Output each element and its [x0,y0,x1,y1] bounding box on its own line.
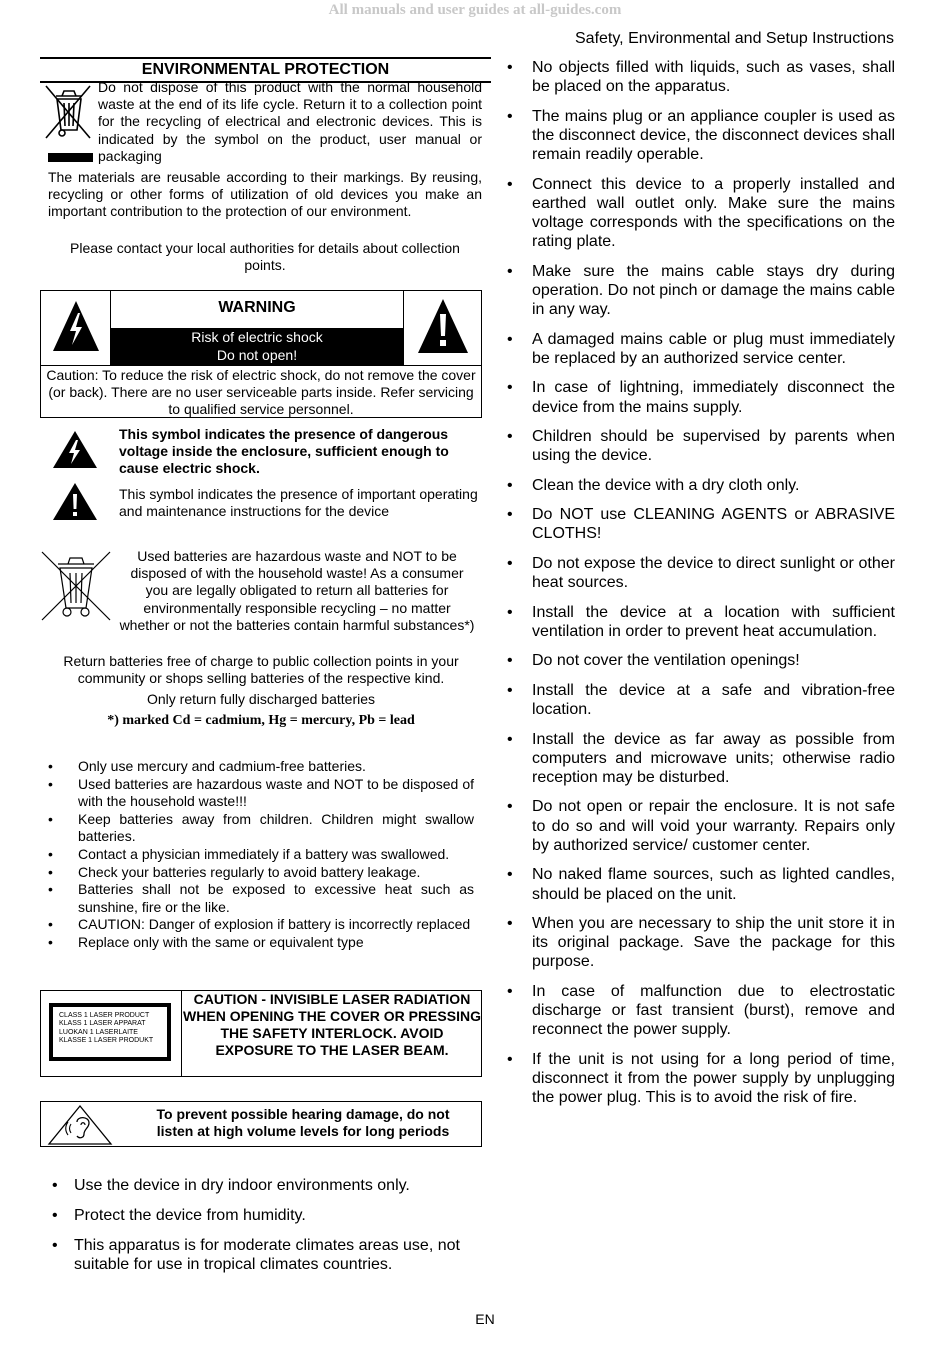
list-item: • Do not expose the device to direct sunlight or other heat sources. [507,554,895,592]
lightning-triangle-icon [52,430,98,470]
laser-caution-text: CAUTION - INVISIBLE LASER RADIATION WHEN OPENING THE COVER OR PRESSING THE SAFETY INTERLOCK. AVOID EXPOSURE TO THE LASER BEAM. [183,991,481,1058]
exclamation-triangle-icon [52,482,98,522]
page-header-title: Safety, Environmental and Setup Instructions [575,30,894,47]
warning-banner [111,328,403,365]
list-item: • Install the device at a location with sufficient ventilation in order to prevent heat accumulation. [507,603,895,641]
list-item: • In case of lightning, immediately disconnect the device from the mains supply. [507,378,895,416]
battery-return-text: Return batteries free of charge to public collection points in your community or shops selling batteries of the respective kind. [63,653,459,687]
list-item: • A damaged mains cable or plug must immediately be replaced by an authorized service center. [507,330,895,368]
list-item: • Replace only with the same or equivalent type [48,934,474,952]
list-item: • In case of malfunction due to electrostatic discharge or fast transient (burst), remove and reconnect the power supply. [507,982,895,1040]
list-item: • Install the device as far away as possible from computers and microwave units; otherwise radio reception may be disturbed. [507,730,895,788]
battery-footnote: *) marked Cd = cadmium, Hg = mercury, Pb = lead [107,713,415,728]
laser-label-line: CLASS 1 LASER PRODUCT [59,1012,150,1019]
battery-discharged-text: Only return fully discharged batteries [147,691,375,707]
list-item: • If the unit is not using for a long period of time, disconnect it from the power supply by unplugging the power plug. This is to avoid the risk of fire. [507,1050,895,1108]
list-item: • No objects filled with liquids, such as vases, shall be placed on the apparatus. [507,58,895,96]
crossed-bin-icon [40,548,112,622]
environment-paragraph-3: Please contact your local authorities for details about collection points. [70,240,460,274]
list-item: • Do not cover the ventilation openings! [507,651,895,670]
list-item: • Keep batteries away from children. Children might swallow batteries. [48,811,474,846]
list-item: • Connect this device to a properly installed and earthed wall outlet only. Make sure the mains voltage corresponds with the specifications on the rating plate. [507,175,895,252]
warning-line-2: Do not open! [216,346,298,363]
environment-paragraph-2: The materials are reusable according to their markings. By reusing, recycling or other forms of utilization of old devices you make an important contribution to the protection of our environment. [48,169,482,220]
list-item: • Only use mercury and cadmium-free batteries. [48,758,474,776]
list-item: • Protect the device from humidity. [48,1206,478,1225]
lightning-triangle-icon [51,299,101,355]
list-item: • Do NOT use CLEANING AGENTS or ABRASIVE CLOTHS! [507,505,895,543]
list-item: • Install the device at a safe and vibration-free location. [507,681,895,719]
list-item: • Batteries shall not be exposed to excessive heat such as sunshine, fire or the like. [48,881,474,916]
list-item: • Use the device in dry indoor environments only. [48,1176,478,1195]
laser-label-line: KLASSE 1 LASER PRODUKT [59,1037,154,1045]
list-item: • Check your batteries regularly to avoid battery leakage. [48,864,474,882]
warning-line-1: Risk of electric shock [191,329,323,345]
warning-caution-text: Caution: To reduce the risk of electric shock, do not remove the cover (or back). There are no user serviceable parts inside. Refer servicing to qualified service personnel. [46,367,476,418]
laser-label-cell [41,991,182,1076]
exclamation-triangle-icon [416,297,470,357]
lightning-symbol-description: This symbol indicates the presence of dangerous voltage inside the enclosure, sufficient enough to cause electric shock. [119,426,449,477]
warning-left-cell [41,291,111,366]
list-item: • Clean the device with a dry cloth only. [507,476,895,495]
watermark: All manuals and user guides at all-guides.com [328,2,622,18]
right-safety-list [507,58,895,1118]
list-item: • Children should be supervised by parents when using the device. [507,427,895,465]
list-item: • Used batteries are hazardous waste and NOT to be disposed of with the household waste!!! [48,776,474,811]
crossed-bin-icon [42,82,94,142]
list-item: • Contact a physician immediately if a battery was swallowed. [48,846,474,864]
list-item: • Make sure the mains cable stays dry during operation. Do not pinch or damage the mains cable in any way. [507,262,895,320]
warning-box [40,290,482,418]
warning-center-cell [111,291,403,366]
battery-disposal-text: Used batteries are hazardous waste and NOT to be disposed of with the household waste! As a consumer you are legally obligated to return all batteries for environmentally responsible recycling – no matter whether or not the batteries contain harmful substances*) [119,548,475,633]
laser-label-line: KLASS 1 LASER APPARAT [59,1020,146,1028]
page-footer-language: EN [475,1311,495,1327]
list-item: • Do not open or repair the enclosure. It is not safe to do so and will void your warranty. Repairs only by authorized service/ customer center. [507,797,895,855]
list-item: • This apparatus is for moderate climates areas use, not suitable for use in tropical climates countries. [48,1236,478,1275]
laser-class-label [49,1003,171,1061]
laser-label-line: LUOKAN 1 LASERLAITE [59,1028,138,1036]
laser-caution-box [40,990,482,1077]
separate-collection-bar [48,153,93,162]
environment-paragraph-1: Do not dispose of this product with the normal household waste at the end of its life cycle. Return it to a collection point for the recycling of electrical and electronic devices. This is indicated by the symbol on the product, user manual or packaging [98,79,482,164]
battery-instructions-list [48,758,474,952]
list-item: • CAUTION: Danger of explosion if battery is incorrectly replaced [48,916,474,934]
exclamation-symbol-description: This symbol indicates the presence of important operating and maintenance instructions for the device [119,486,478,520]
left-safety-list [48,1176,478,1285]
ear-warning-icon [47,1104,113,1146]
warning-heading: WARNING [218,299,296,316]
list-item: • When you are necessary to ship the unit store it in its original package. Save the package for this purpose. [507,914,895,972]
list-item: • No naked flame sources, such as lighted candles, should be placed on the unit. [507,865,895,903]
warning-right-cell [403,291,481,366]
list-item: • The mains plug or an appliance coupler is used as the disconnect device, the disconnect devices shall remain readily operable. [507,107,895,165]
hearing-warning-box [40,1101,482,1147]
environment-title: ENVIRONMENTAL PROTECTION [40,57,491,83]
hearing-warning-text: To prevent possible hearing damage, do not listen at high volume levels for long periods [156,1106,450,1139]
